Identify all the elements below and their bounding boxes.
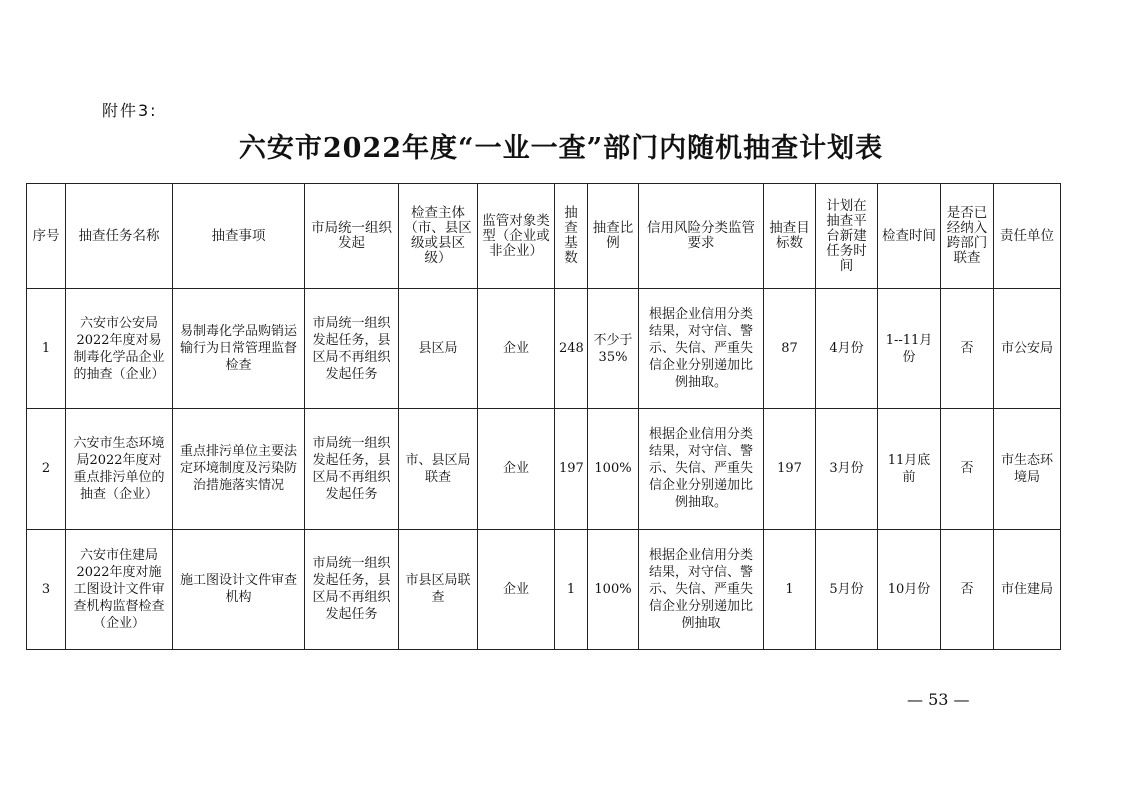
- table-row: [27, 289, 1061, 409]
- cell-task-creation-time: 3月份: [816, 409, 878, 529]
- cell-ratio: 不少于35%: [588, 289, 639, 409]
- cell-credit-requirement: 根据企业信用分类结果，对守信、警示、失信、严重失信企业分别递加比例抽取。: [639, 289, 764, 409]
- col-header-inspection-subject: 检查主体（市、县区级或县区级）: [399, 184, 478, 289]
- cell-inspection-item: 易制毒化学品购销运输行为日常管理监督检查: [173, 289, 305, 409]
- cell-base-count: 248: [555, 289, 588, 409]
- cell-ratio: 100%: [588, 529, 639, 649]
- cell-task-name: 六安市生态环境局2022年度对重点排污单位的抽查（企业）: [66, 409, 173, 529]
- cell-responsible-unit: 市生态环境局: [994, 409, 1061, 529]
- col-header-organizer: 市局统一组织发起: [305, 184, 399, 289]
- cell-credit-requirement: 根据企业信用分类结果，对守信、警示、失信、严重失信企业分别递加比例抽取: [639, 529, 764, 649]
- cell-task-name: 六安市公安局2022年度对易制毒化学品企业的抽查（企业）: [66, 289, 173, 409]
- cell-joint-inspection: 否: [941, 289, 994, 409]
- table-row: [27, 529, 1061, 649]
- cell-object-type: 企业: [478, 409, 555, 529]
- col-header-inspection-time: 检查时间: [878, 184, 941, 289]
- cell-target-count: 197: [764, 409, 816, 529]
- header-row: [27, 184, 1061, 289]
- inspection-plan-table: [26, 183, 1061, 650]
- document-title: 六安市2022年度“一业一查”部门内随机抽查计划表: [238, 133, 884, 164]
- cell-inspection-time: 1--11月份: [878, 289, 941, 409]
- col-header-joint-inspection: 是否已经纳入跨部门联查: [941, 184, 994, 289]
- cell-object-type: 企业: [478, 529, 555, 649]
- cell-base-count: 197: [555, 409, 588, 529]
- col-header-ratio: 抽查比例: [588, 184, 639, 289]
- col-header-task-creation-time: 计划在抽查平台新建任务时间: [816, 184, 878, 289]
- cell-inspection-time: 10月份: [878, 529, 941, 649]
- cell-target-count: 87: [764, 289, 816, 409]
- cell-index: 3: [27, 529, 66, 649]
- cell-organizer: 市局统一组织发起任务，县区局不再组织发起任务: [305, 529, 399, 649]
- col-header-index: 序号: [27, 184, 66, 289]
- attachment-label: 附件3:: [102, 101, 158, 120]
- cell-inspection-time: 11月底前: [878, 409, 941, 529]
- col-header-responsible-unit: 责任单位: [994, 184, 1061, 289]
- cell-task-name: 六安市住建局2022年度对施工图设计文件审查机构监督检查（企业）: [66, 529, 173, 649]
- cell-joint-inspection: 否: [941, 409, 994, 529]
- cell-object-type: 企业: [478, 289, 555, 409]
- cell-target-count: 1: [764, 529, 816, 649]
- col-header-task-name: 抽查任务名称: [66, 184, 173, 289]
- cell-inspection-subject: 市、县区局联查: [399, 409, 478, 529]
- cell-index: 2: [27, 409, 66, 529]
- cell-responsible-unit: 市公安局: [994, 289, 1061, 409]
- cell-credit-requirement: 根据企业信用分类结果，对守信、警示、失信、严重失信企业分别递加比例抽取。: [639, 409, 764, 529]
- cell-joint-inspection: 否: [941, 529, 994, 649]
- col-header-object-type: 监管对象类型（企业或非企业）: [478, 184, 555, 289]
- cell-inspection-subject: 市县区局联查: [399, 529, 478, 649]
- cell-index: 1: [27, 289, 66, 409]
- cell-task-creation-time: 4月份: [816, 289, 878, 409]
- table-row: [27, 409, 1061, 529]
- cell-responsible-unit: 市住建局: [994, 529, 1061, 649]
- cell-organizer: 市局统一组织发起任务，县区局不再组织发起任务: [305, 289, 399, 409]
- page-number: — 53 —: [907, 690, 970, 709]
- cell-base-count: 1: [555, 529, 588, 649]
- cell-task-creation-time: 5月份: [816, 529, 878, 649]
- cell-organizer: 市局统一组织发起任务，县区局不再组织发起任务: [305, 409, 399, 529]
- cell-inspection-item: 施工图设计文件审查机构: [173, 529, 305, 649]
- col-header-credit-requirement: 信用风险分类监管要求: [639, 184, 764, 289]
- cell-inspection-subject: 县区局: [399, 289, 478, 409]
- col-header-target-count: 抽查目标数: [764, 184, 816, 289]
- cell-ratio: 100%: [588, 409, 639, 529]
- cell-inspection-item: 重点排污单位主要法定环境制度及污染防治措施落实情况: [173, 409, 305, 529]
- col-header-base-count: 抽查基数: [555, 184, 588, 289]
- col-header-inspection-item: 抽查事项: [173, 184, 305, 289]
